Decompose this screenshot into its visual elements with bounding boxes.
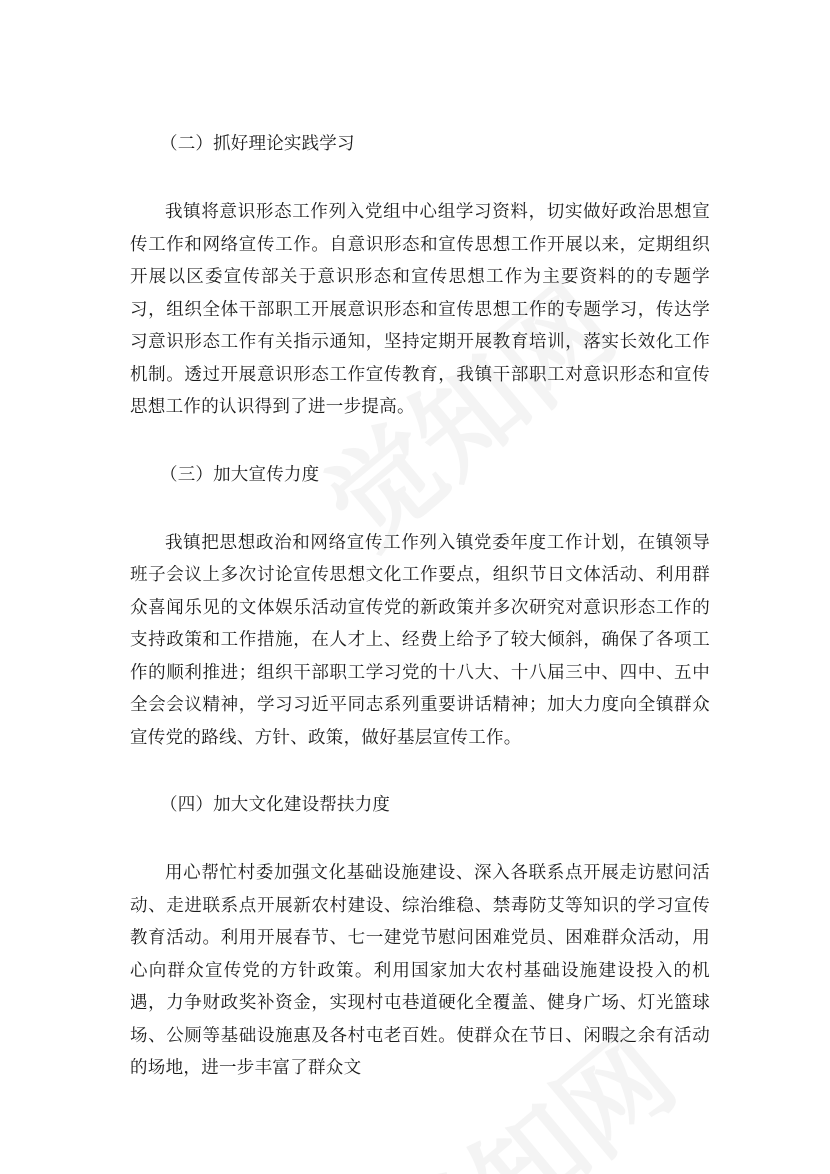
section-heading: （三）加大宣传力度 (160, 464, 320, 485)
section-paragraph: 我镇把思想政治和网络宣传工作列入镇党委年度工作计划，在镇领导班子会议上多次讨论宣传思想文化工作要点，组织节日文体活动、利用群众喜闻乐见的文体娱乐活动宣传党的新政策并多次研究对意识形态工作的支持政策和工作措施，在人才上、经费上给予了较大倾斜，确保了各项工作的顺利推进；组织干部职工学习党的十八大、十八届三中、四中、五中全会会议精神，学习习近平同志系列重要讲话精神；加大力度向全镇群众宣传党的路线、方针、政策，做好基层宣传工作。 (130, 532, 710, 748)
section-heading: （四）加大文化建设帮扶力度 (160, 795, 391, 815)
section-paragraph: 我镇将意识形态工作列入党组中心组学习资料，切实做好政治思想宣传工作和网络宣传工作。自意识形态和宣传思想工作开展以来，定期组织开展以区委宣传部关于意识形态和宣传思想工作为主要资料的的专题学习，组织全体干部职工开展意识形态和宣传思想工作的专题学习，传达学习意识形态工作有关指示通知，坚持定期开展教育培训，落实长效化工作机制。透过开展意识形态工作宣传教育，我镇干部职工对意识形态和宣传思想工作的认识得到了进一步提高。 (130, 202, 710, 417)
section-culture-support (130, 789, 710, 1085)
document-body (130, 128, 710, 1085)
section-heading: （二）抓好理论实践学习 (160, 134, 355, 154)
section-theory-study (130, 128, 710, 424)
section-publicity (130, 459, 710, 755)
section-paragraph: 用心帮忙村委加强文化基础设施建设、深入各联系点开展走访慰问活动、走进联系点开展新农村建设、综治维稳、禁毒防艾等知识的学习宣传教育活动。利用开展春节、七一建党节慰问困难党员、困难群众活动，用心向群众宣传党的方针政策。利用国家加大农村基础设施建设投入的机遇，力争财政奖补资金，实现村屯巷道硬化全覆盖、健身广场、灯光篮球场、公厕等基础设施惠及各村屯老百姓。使群众在节日、闲暇之余有活动的场地，进一步丰富了群众文 (130, 863, 710, 1078)
